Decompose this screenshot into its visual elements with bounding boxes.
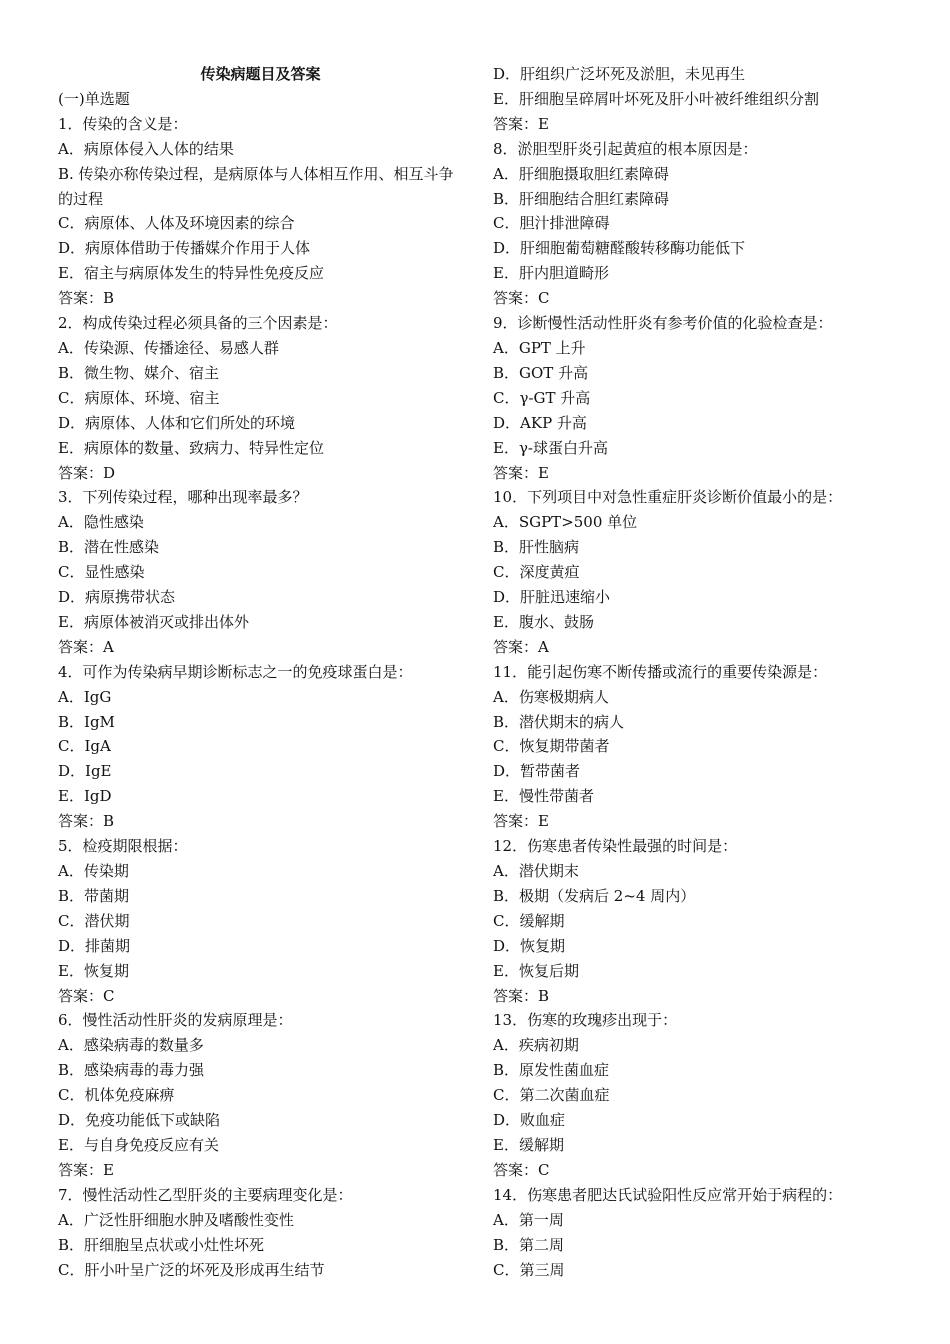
answer-key: 答案：C bbox=[58, 986, 115, 1005]
question-text: 5．检疫期限根据： bbox=[58, 837, 188, 856]
answer-option: B．微生物、媒介、宿主 bbox=[58, 363, 220, 382]
answer-option: E．恢复后期 bbox=[493, 961, 579, 980]
question-text: 14．伤寒患者肥达氏试验阳性反应常开始于病程的： bbox=[493, 1185, 843, 1204]
answer-option: A．第一周 bbox=[493, 1210, 564, 1229]
question-block bbox=[493, 311, 898, 485]
answer-option: B．肝细胞呈点状或小灶性坏死 bbox=[58, 1235, 265, 1254]
question-block bbox=[493, 137, 898, 311]
answer-option: A．潜伏期末 bbox=[493, 862, 579, 880]
question-text: 11．能引起伤寒不断传播或流行的重要传染源是： bbox=[493, 662, 828, 681]
answer-option: C．恢复期带菌者 bbox=[493, 737, 610, 756]
answer-option: A．SGPT>500 单位 bbox=[493, 513, 638, 532]
answer-option: C．IgA bbox=[58, 737, 111, 756]
answer-option: A．伤寒极期病人 bbox=[493, 687, 609, 706]
answer-option: D．恢复期 bbox=[493, 936, 566, 955]
answer-option: D．败血症 bbox=[493, 1111, 566, 1130]
question-text: 3．下列传染过程，哪种出现率最多？ bbox=[58, 488, 308, 507]
answer-option: B．第二周 bbox=[493, 1235, 565, 1254]
answer-option: C．γ-GT 升高 bbox=[493, 388, 591, 407]
answer-option: D．肝脏迅速缩小 bbox=[493, 588, 611, 607]
answer-option: D．病原体借助于传播媒介作用于人体 bbox=[58, 239, 311, 258]
right-questions bbox=[493, 62, 898, 1282]
question-text: 6．慢性活动性肝炎的发病原理是： bbox=[58, 1011, 293, 1030]
answer-option: B．极期（发病后 2~4 周内） bbox=[493, 886, 696, 905]
answer-option: A．感染病毒的数量多 bbox=[58, 1036, 204, 1055]
answer-option: A．传染期 bbox=[58, 862, 129, 880]
question-text: 13．伤寒的玫瑰疹出现于： bbox=[493, 1011, 678, 1030]
answer-option: B．潜伏期末的病人 bbox=[493, 712, 625, 731]
question-block bbox=[493, 1183, 898, 1283]
answer-option: D．病原体、人体和它们所处的环境 bbox=[58, 413, 296, 432]
answer-option: C．第二次菌血症 bbox=[493, 1086, 610, 1105]
question-text: 9．诊断慢性活动性肝炎有参考价值的化验检查是： bbox=[493, 314, 833, 333]
answer-option: C．病原体、环境、宿主 bbox=[58, 388, 220, 407]
answer-key: 答案：E bbox=[58, 1160, 114, 1179]
answer-option: E．IgD bbox=[58, 787, 112, 806]
answer-option: D．肝组织广泛坏死及淤胆，未见再生 bbox=[493, 65, 746, 83]
answer-option: B．原发性菌血症 bbox=[493, 1061, 610, 1080]
answer-option: D．免疫功能低下或缺陷 bbox=[58, 1111, 221, 1130]
answer-key: 答案：B bbox=[493, 986, 550, 1005]
question-text: 10．下列项目中对急性重症肝炎诊断价值最小的是： bbox=[493, 488, 843, 507]
answer-option: A．肝细胞摄取胆红素障碍 bbox=[493, 164, 669, 183]
question-block bbox=[58, 1008, 463, 1182]
answer-option: A．广泛性肝细胞水肿及嗜酸性变性 bbox=[58, 1210, 294, 1229]
answer-key: 答案：C bbox=[493, 1160, 550, 1179]
answer-option: D．病原携带状态 bbox=[58, 588, 176, 607]
answer-option: C．胆汁排泄障碍 bbox=[493, 214, 610, 233]
answer-key: 答案：A bbox=[493, 637, 549, 656]
question-block bbox=[58, 660, 463, 834]
answer-option: E．与自身免疫反应有关 bbox=[58, 1135, 219, 1154]
question-block bbox=[493, 834, 898, 1008]
answer-option: A．传染源、传播途径、易感人群 bbox=[58, 338, 279, 357]
answer-option: B．肝性脑病 bbox=[493, 538, 580, 557]
answer-option: C．病原体、人体及环境因素的综合 bbox=[58, 214, 295, 233]
answer-option: B．肝细胞结合胆红素障碍 bbox=[493, 189, 670, 208]
question-text: 12．伤寒患者传染性最强的时间是： bbox=[493, 837, 738, 856]
document-title: 传染病题目及答案 bbox=[200, 65, 321, 83]
question-text: 2．构成传染过程必须具备的三个因素是： bbox=[58, 314, 338, 333]
answer-option: B．GOT 升高 bbox=[493, 363, 589, 382]
answer-option: C．肝小叶呈广泛的坏死及形成再生结节 bbox=[58, 1260, 325, 1279]
answer-option: E．慢性带菌者 bbox=[493, 787, 594, 806]
question-text: 1．传染的含义是： bbox=[58, 114, 188, 133]
answer-option: A．疾病初期 bbox=[493, 1036, 579, 1055]
answer-option: B．IgM bbox=[58, 712, 115, 731]
answer-option: E．病原体被消灭或排出体外 bbox=[58, 612, 249, 631]
answer-option: B．感染病毒的毒力强 bbox=[58, 1061, 205, 1080]
question-block bbox=[493, 62, 898, 137]
question-block bbox=[58, 112, 463, 311]
answer-option: B. 传染亦称传染过程，是病原体与人体相互作用、相互斗争的过程 bbox=[58, 164, 454, 208]
answer-option: E．病原体的数量、致病力、特异性定位 bbox=[58, 438, 324, 457]
left-questions bbox=[58, 112, 463, 1283]
section-heading: (一)单选题 bbox=[58, 89, 130, 108]
answer-option: D．排菌期 bbox=[58, 936, 131, 955]
answer-option: E．腹水、鼓肠 bbox=[493, 612, 594, 631]
left-column bbox=[58, 62, 463, 1282]
question-block bbox=[58, 834, 463, 1008]
question-block bbox=[58, 485, 463, 659]
answer-option: B．潜在性感染 bbox=[58, 538, 160, 557]
question-block bbox=[493, 660, 898, 834]
answer-option: C．深度黄疸 bbox=[493, 563, 580, 582]
answer-option: D．IgE bbox=[58, 762, 112, 781]
answer-option: C．潜伏期 bbox=[58, 911, 130, 930]
answer-key: 答案：A bbox=[58, 637, 114, 656]
answer-option: A．隐性感染 bbox=[58, 513, 144, 532]
answer-option: B．带菌期 bbox=[58, 886, 130, 905]
question-block bbox=[58, 311, 463, 485]
answer-option: C．显性感染 bbox=[58, 563, 145, 582]
answer-option: A．病原体侵入人体的结果 bbox=[58, 139, 234, 158]
question-text: 8．淤胆型肝炎引起黄疸的根本原因是： bbox=[493, 139, 758, 158]
answer-key: 答案：E bbox=[493, 463, 549, 482]
answer-option: A．IgG bbox=[58, 687, 112, 706]
question-block bbox=[493, 485, 898, 659]
answer-option: C．第三周 bbox=[493, 1260, 565, 1279]
question-block bbox=[58, 1183, 463, 1283]
answer-option: E．肝内胆道畸形 bbox=[493, 264, 609, 283]
answer-option: D．暂带菌者 bbox=[493, 762, 581, 781]
answer-key: 答案：E bbox=[493, 114, 549, 133]
answer-option: E．γ-球蛋白升高 bbox=[493, 438, 608, 457]
answer-option: E．恢复期 bbox=[58, 961, 129, 980]
answer-option: C．机体免疫麻痹 bbox=[58, 1086, 175, 1105]
answer-option: A．GPT 上升 bbox=[493, 338, 586, 357]
answer-key: 答案：E bbox=[493, 812, 549, 831]
answer-option: E．宿主与病原体发生的特异性免疫反应 bbox=[58, 264, 324, 283]
answer-key: 答案：C bbox=[493, 289, 550, 308]
answer-key: 答案：D bbox=[58, 463, 116, 482]
answer-option: E．缓解期 bbox=[493, 1135, 564, 1154]
question-block bbox=[493, 1008, 898, 1182]
question-text: 4．可作为传染病早期诊断标志之一的免疫球蛋白是： bbox=[58, 662, 413, 681]
answer-option: C．缓解期 bbox=[493, 911, 565, 930]
answer-option: E．肝细胞呈碎屑叶坏死及肝小叶被纤维组织分割 bbox=[493, 89, 819, 108]
question-text: 7．慢性活动性乙型肝炎的主要病理变化是： bbox=[58, 1185, 353, 1204]
answer-option: D．AKP 升高 bbox=[493, 413, 587, 432]
right-column bbox=[493, 62, 898, 1282]
answer-option: D．肝细胞葡萄糖醛酸转移酶功能低下 bbox=[493, 239, 746, 258]
answer-key: 答案：B bbox=[58, 289, 115, 308]
answer-key: 答案：B bbox=[58, 812, 115, 831]
